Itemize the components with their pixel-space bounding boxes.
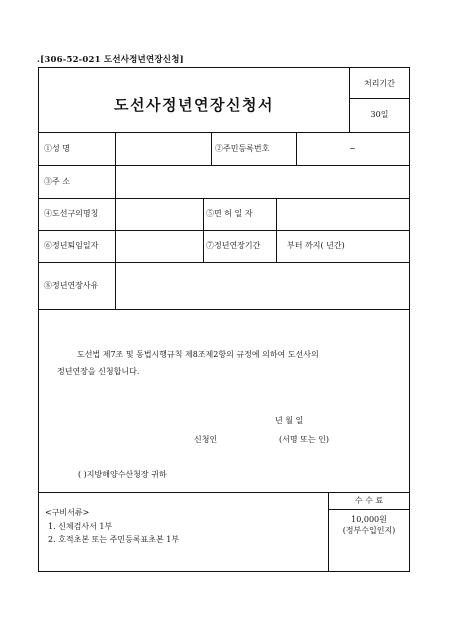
applicant-label: 신청인 [194,435,218,444]
document-item: 2. 호적초본 또는 주민등록표초본 1부 [48,535,180,544]
resident-number-label: ②주민등록번호 [215,144,270,153]
address-label: ③주 소 [44,177,70,186]
form-title: 도선사정년연장신청서 [114,96,274,114]
application-form [38,67,410,572]
declaration-text [57,346,387,380]
application-date: 년 월 일 [275,416,304,425]
retirement-date-label: ⑥정년퇴임일자 [44,241,99,250]
document-item: 1. 신체검사서 1부 [48,522,113,531]
extension-period-value: 부터 까지( 년간) [287,241,345,250]
name-label: ①성 명 [44,144,70,153]
form-code: .[306-52-021 도선사정년연장신청] [37,55,184,65]
declaration-line-1: 도선법 제7조 및 동법시행규칙 제8조제2항의 규정에 의하여 도선사의 [77,350,319,359]
resident-number-separator: ~ [349,144,356,153]
processing-period-value: 30일 [370,110,389,119]
fee-label: 수 수 료 [354,496,384,505]
processing-period-label: 처리기간 [364,79,395,88]
addressee: ( )지방해양수산청장 귀하 [78,470,167,479]
fee-note: (정부수입인지) [342,526,396,535]
fee-amount: 10,000원 [351,515,387,524]
declaration-line-2: 정년연장을 신청합니다. [57,367,140,376]
documents-header: <구비서류> [45,508,90,517]
pilotage-area-label: ④도선구의명칭 [44,209,99,218]
license-date-label: ⑤면 허 일 자 [206,209,253,218]
extension-period-label: ⑦정년연장기간 [206,241,261,250]
signature-note: (서명 또는 인) [279,435,329,444]
extension-reason-label: ⑧정년연장사유 [44,281,99,290]
